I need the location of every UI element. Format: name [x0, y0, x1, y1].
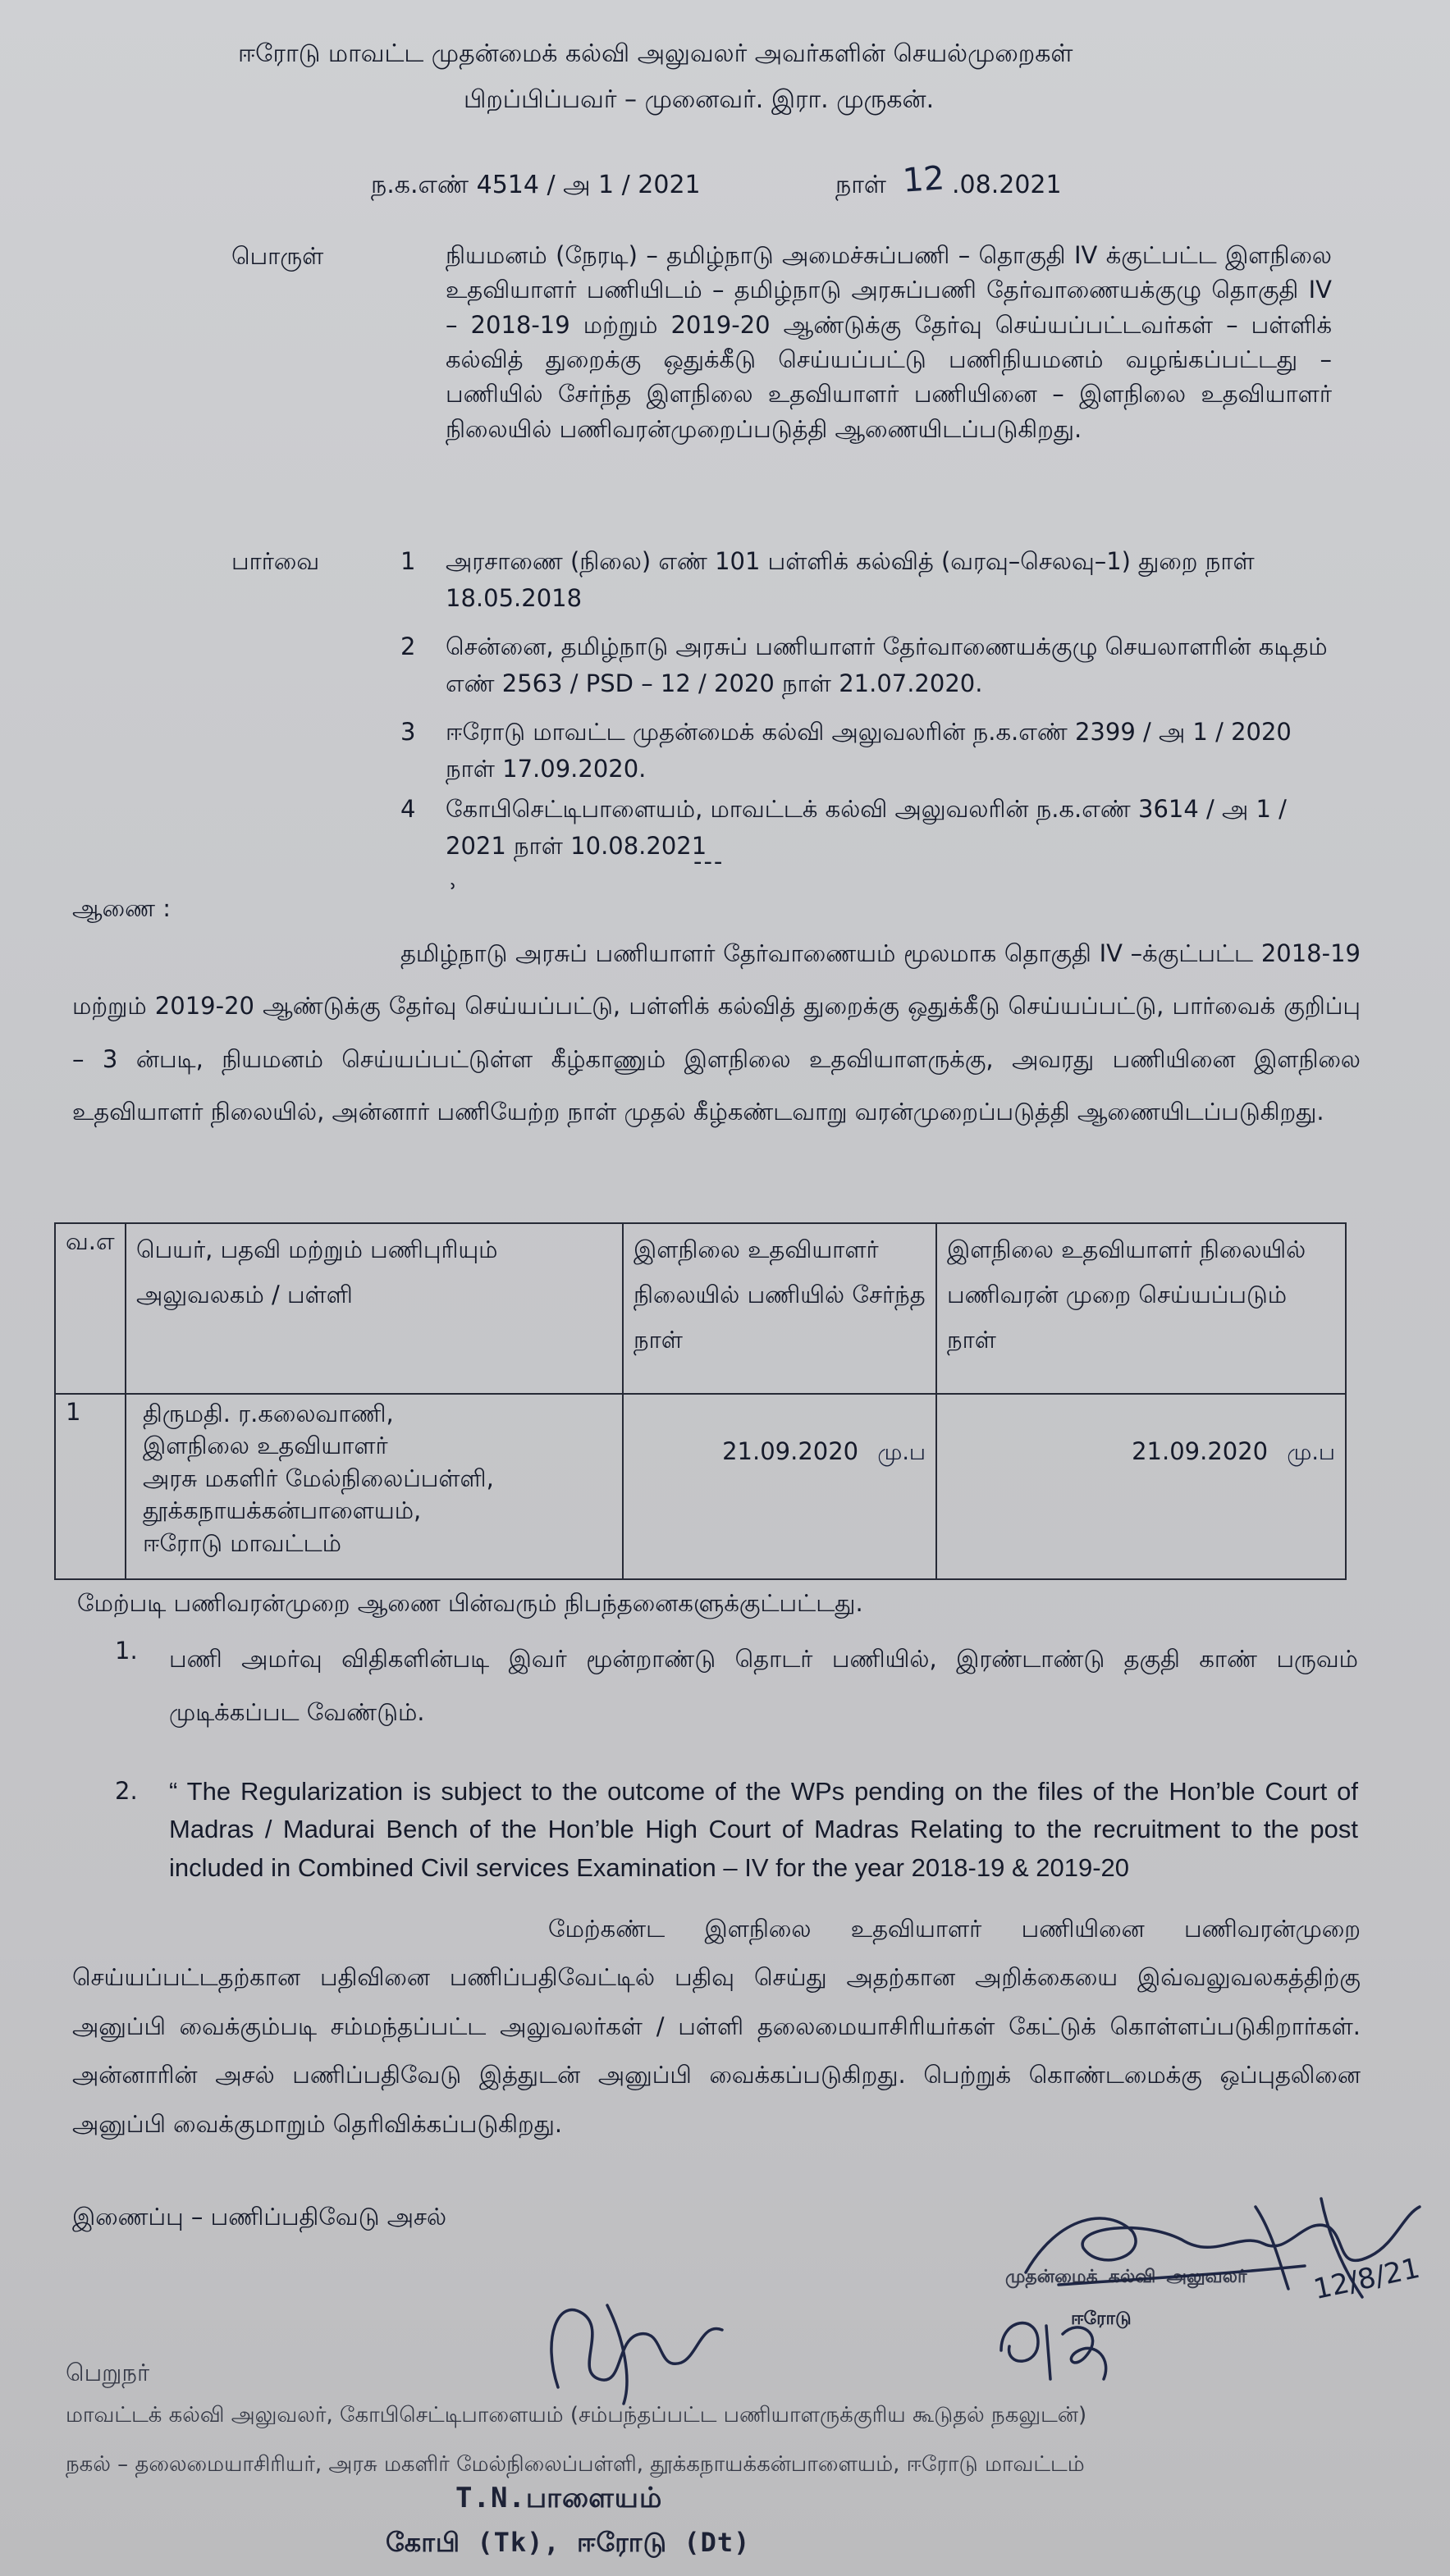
reference-text: அரசாணை (நிலை) எண் 101 பள்ளிக் கல்வித் (வரவு–செலவு–1) துறை நாள் 18.05.2018 [446, 547, 1255, 612]
table-row [55, 1394, 1346, 1579]
office-title: ஈரோடு மாவட்ட முதன்மைக் கல்வி அலுவலர் அவர்களின் செயல்முறைகள் [238, 39, 1073, 68]
school-stamp-line: T.N.பாளையம் [455, 2482, 663, 2514]
reference-item [400, 628, 1336, 714]
signed-date: 12/8/21 [1310, 2251, 1423, 2307]
row-number: 1 [55, 1394, 126, 1579]
condition-item [115, 1773, 1358, 1888]
reference-num: 1 [400, 547, 416, 575]
table-header-cell: இளநிலை உதவியாளர் நிலையில் பணியில் சேர்ந்த நாள் [623, 1223, 936, 1394]
reference-num: 4 [400, 795, 416, 823]
closing-paragraph: மேற்கண்ட இளநிலை உதவியாளர் பணியினை பணிவரன்முறை செய்யப்பட்டதற்கான பதிவினை பணிப்பதிவேட்டில் பதிவு செய்து அதற்கான அறிக்கையை இவ்வலுவலகத்திற்கு அனுப்பி வைக்கும்படி சம்மந்தப்பட்ட அலுவலர்கள் / பள்ளி தலைமையாசிரியர்கள் கேட்டுக் கொள்ளப்படுகிறார்கள். அன்னாரின் அசல் பணிப்பதிவேடு இத்துடன் அனுப்பி வைக்கப்படுகிறது. பெற்றுக் கொண்டமைக்கு ஒப்புதலினை அனுப்பி வைக்குமாறும் தெரிவிக்கப்படுகிறது. [72, 1915, 1361, 2138]
detail-line: தூக்கநாயக்கன்பாளையம், [143, 1496, 422, 1525]
reference-item [400, 543, 1336, 628]
order-label: ஆணை : [72, 894, 172, 922]
condition-text: பணி அமர்வு விதிகளின்படி இவர் மூன்றாண்டு தொடர் பணியில், இரண்டாண்டு தகுதி காண் பருவம் முடிக்கப்பட வேண்டும். [169, 1645, 1358, 1727]
joining-date-cell [623, 1394, 936, 1579]
place-stamp: ஈரோடு [1071, 2309, 1132, 2329]
conditions-list [115, 1633, 1358, 1887]
reference-item [400, 791, 1336, 865]
table-header-cell: வ.எ [55, 1223, 126, 1394]
regularization-date-cell [936, 1394, 1346, 1579]
dispatch-signature [525, 2289, 739, 2412]
order-paragraph: தமிழ்நாடு அரசுப் பணியாளர் தேர்வாணையம் மூலமாக தொகுதி IV –க்குட்பட்ட 2018-19 மற்றும் 2019-20 ஆண்டுக்கு தேர்வு செய்யப்பட்டு, பள்ளிக் கல்வித் துறைக்கு ஒதுக்கீடு செய்யப்பட்டு, பார்வைக் குறிப்பு – 3 ன்படி, நியமனம் செய்யப்பட்டுள்ள கீழ்காணும் இளநிலை உதவியாளருக்கு, அவரது பணியினை இளநிலை உதவியாளர் நிலையில், அன்னார் பணியேற்ற நாள் முதல் கீழ்கண்டவாறு வரன்முறைப்படுத்தி ஆணையிடப்படுகிறது. [72, 939, 1361, 1126]
detail-line: அரசு மகளிர் மேல்நிலைப்பள்ளி, [143, 1464, 494, 1492]
detail-line: திருமதி. ர.கலைவாணி, [143, 1400, 394, 1427]
issued-by: பிறப்பிப்பவர் – முனைவர். இரா. முருகன். [464, 85, 935, 114]
pen-mark: ʾ [450, 879, 458, 908]
date-label: நாள் [835, 171, 886, 199]
date-value: .08.2021 [952, 171, 1062, 199]
condition-text: “ The Regularization is subject to the outcome of the WPs pending on the files of the Hon’ble Court of Madras / Madurai Bench of the Hon’ble High Court of Madras Relating to the recruitment to the post included in Combined Civil services Examination – IV for the year 2018-19 & 2019-20 [169, 1776, 1358, 1882]
conditions-intro: மேற்படி பணிவரன்முறை ஆணை பின்வரும் நிபந்தனைகளுக்குட்பட்டது. [77, 1589, 863, 1617]
condition-num: 2. [115, 1776, 138, 1805]
recipient-line: நகல் – தலைமையாசிரியர், அரசு மகளிர் மேல்நிலைப்பள்ளி, தூக்கநாயக்கன்பாளையம், ஈரோடு மாவட்டம் [66, 2452, 1085, 2477]
table-header-cell: இளநிலை உதவியாளர் நிலையில் பணிவரன் முறை செய்யப்படும் நாள் [936, 1223, 1346, 1394]
initials-mark [989, 2301, 1120, 2391]
regularization-table [54, 1222, 1347, 1580]
detail-line: இளநிலை உதவியாளர் [143, 1432, 388, 1460]
reference-number: ந.க.எண் 4514 / அ 1 / 2021 [371, 171, 701, 199]
subject-text: நியமனம் (நேரடி) – தமிழ்நாடு அமைச்சுப்பணி – தொகுதி IV க்குட்பட்ட இளநிலை உதவியாளர் பணியிடம் – தமிழ்நாடு அரசுப்பணி தேர்வாணையக்குழு தொகுதி IV – 2018-19 மற்றும் 2019-20 ஆண்டுக்கு தேர்வு செய்யப்பட்டவர்கள் – பள்ளிக் கல்வித் துறைக்கு ஒதுக்கீடு செய்யப்பட்டு பணிநியமனம் வழங்கப்பட்டது – பணியில் சேர்ந்த இளநிலை உதவியாளர் பணியினை – இளநிலை உதவியாளர் நிலையில் பணிவரன்முறைப்படுத்தி ஆணையிடப்படுகிறது. [446, 241, 1332, 443]
reference-item [400, 714, 1336, 791]
references-list [400, 543, 1336, 865]
references-separator: --- [693, 847, 725, 875]
regularization-note: மு.ப [1287, 1440, 1335, 1465]
condition-num: 1. [115, 1637, 138, 1665]
school-stamp-line: கோபி (Tk), ஈரோடு (Dt) [386, 2527, 751, 2558]
reference-num: 3 [400, 718, 416, 746]
joining-date: 21.09.2020 [722, 1437, 859, 1465]
reference-text: ஈரோடு மாவட்ட முதன்மைக் கல்வி அலுவலரின் ந.க.எண் 2399 / அ 1 / 2020 நாள் 17.09.2020. [446, 718, 1292, 783]
regularization-date: 21.09.2020 [1132, 1437, 1269, 1465]
table-header-row [55, 1223, 1346, 1394]
subject-label: பொருள் [231, 242, 324, 270]
joining-note: மு.ப [877, 1440, 926, 1465]
row-details [126, 1394, 623, 1579]
table-header-cell: பெயர், பதவி மற்றும் பணிபுரியும் அலுவலகம் / பள்ளி [126, 1223, 623, 1394]
officer-stamp: முதன்மைக் கல்வி அலுவலர் [1005, 2267, 1247, 2287]
detail-line: ஈரோடு மாவட்டம் [143, 1528, 342, 1557]
reference-num: 2 [400, 633, 416, 660]
reference-text: கோபிசெட்டிபாளையம், மாவட்டக் கல்வி அலுவலரின் ந.க.எண் 3614 / அ 1 / 2021 நாள் 10.08.2021 [446, 795, 1287, 860]
reference-text: சென்னை, தமிழ்நாடு அரசுப் பணியாளர் தேர்வாணையக்குழு செயலாளரின் கடிதம் எண் 2563 / PSD – 12 / 2020 நாள் 21.07.2020. [446, 633, 1328, 697]
date-handwritten: 12 [901, 159, 946, 200]
recipient-line: மாவட்டக் கல்வி அலுவலர், கோபிசெட்டிபாளையம் (சம்பந்தப்பட்ட பணியாளருக்குரிய கூடுதல் நகலுடன்) [66, 2403, 1087, 2428]
recipients-label: பெறுநர் [66, 2359, 150, 2386]
references-label: பார்வை [231, 547, 320, 575]
enclosure-note: இணைப்பு – பணிப்பதிவேடு அசல் [72, 2203, 447, 2231]
condition-item [115, 1633, 1358, 1740]
